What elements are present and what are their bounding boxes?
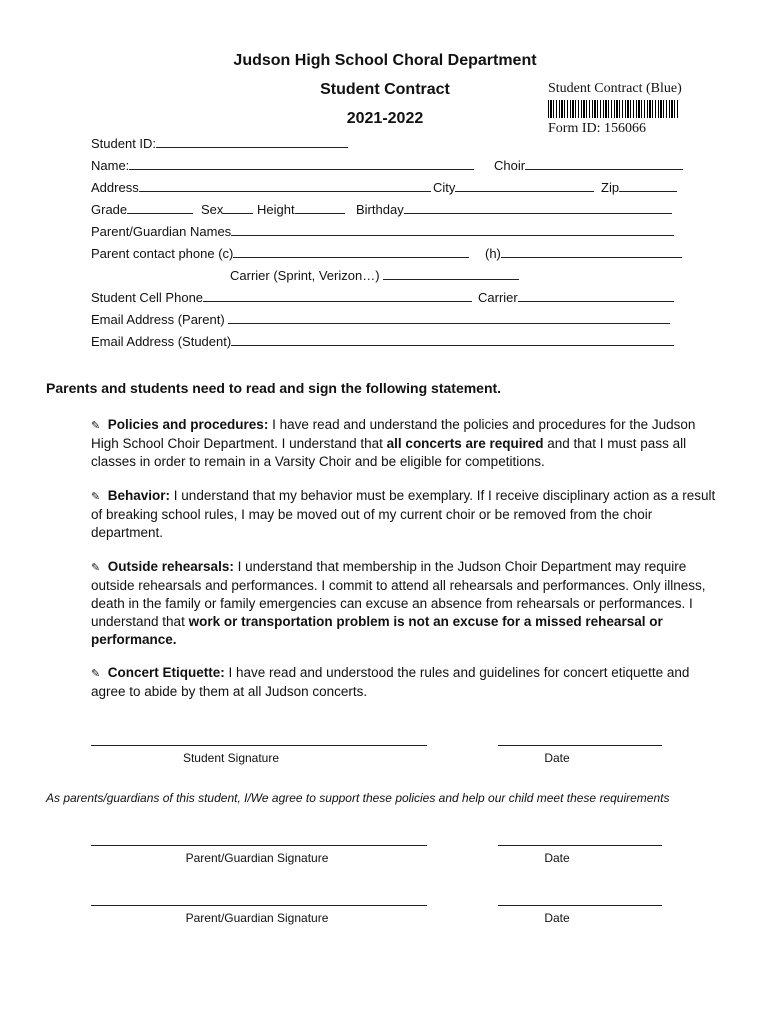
student-cell-field[interactable]	[91, 289, 472, 305]
parent-date-line-1[interactable]	[498, 845, 662, 846]
parent-carrier-field[interactable]	[230, 267, 519, 283]
student-signature-line[interactable]	[91, 745, 427, 746]
student-id-field[interactable]	[91, 135, 348, 151]
behavior-heading: Behavior:	[107, 488, 171, 503]
statement-heading: Parents and students need to read and sign the following statement.	[46, 380, 502, 396]
birthday-field[interactable]	[356, 201, 672, 217]
sex-field[interactable]	[201, 201, 253, 217]
policies-heading: Policies and procedures:	[107, 417, 269, 432]
grade-label: Grade	[91, 202, 128, 217]
student-signature-caption: Student Signature	[182, 751, 280, 765]
student-date-line[interactable]	[498, 745, 662, 746]
parent-phone-home-field[interactable]	[485, 245, 682, 261]
choir-label: Choir	[494, 158, 526, 173]
grade-field[interactable]	[91, 201, 193, 217]
student-carrier-field[interactable]	[478, 289, 674, 305]
zip-field[interactable]	[601, 179, 677, 195]
pencil-icon: ✎	[91, 491, 101, 503]
parent-carrier-label: Carrier (Sprint, Verizon…)	[230, 268, 380, 283]
pencil-icon: ✎	[91, 668, 101, 680]
outside-rehearsals-heading: Outside rehearsals:	[107, 559, 234, 574]
barcode-icon	[548, 100, 680, 118]
parent-date-caption-1: Date	[544, 851, 570, 865]
zip-label: Zip	[601, 180, 620, 195]
parent-phone-cell-label: Parent contact phone (c)	[91, 246, 234, 261]
concert-etiquette-paragraph: ✎ Concert Etiquette: I have read and understood the rules and guidelines for concert etiquette and agree to abide by them at all Judson concerts.	[91, 665, 690, 699]
parents-agreement-statement: As parents/guardians of this student, I/We agree to support these policies and help our child meet these requirements	[46, 791, 670, 805]
page-subtitle: Student Contract	[320, 81, 450, 98]
height-label: Height	[257, 202, 295, 217]
email-parent-label: Email Address (Parent)	[91, 312, 225, 327]
parent-date-caption-2: Date	[544, 911, 570, 925]
parent-names-field[interactable]	[91, 223, 674, 239]
student-carrier-label: Carrier	[478, 290, 518, 305]
pencil-icon: ✎	[91, 420, 101, 432]
contract-type-stamp: Student Contract (Blue)	[548, 81, 682, 96]
choir-field[interactable]	[494, 157, 683, 173]
concert-etiquette-heading: Concert Etiquette:	[107, 665, 225, 680]
page-title: Judson High School Choral Department	[233, 52, 537, 69]
school-year: 2021-2022	[346, 110, 424, 127]
name-field[interactable]	[91, 157, 474, 173]
parent-date-line-2[interactable]	[498, 905, 662, 906]
parent-phone-cell-field[interactable]	[91, 245, 469, 261]
parent-signature-caption-1: Parent/Guardian Signature	[185, 851, 329, 865]
student-date-caption: Date	[544, 751, 570, 765]
policies-paragraph: ✎ Policies and procedures: I have read and understand the policies and procedures for the Judson High School Choir Department. I understand that all concerts are required and that I must pass all classes in order to remain in a Varsity Choir and be eligible for competitions.	[91, 417, 696, 469]
parent-names-label: Parent/Guardian Names	[91, 224, 232, 239]
name-label: Name:	[91, 158, 130, 173]
sex-label: Sex	[201, 202, 224, 217]
student-id-label: Student ID:	[91, 136, 157, 151]
parent-signature-line-2[interactable]	[91, 905, 427, 906]
city-label: City	[433, 180, 456, 195]
address-field[interactable]	[91, 179, 431, 195]
behavior-paragraph: ✎ Behavior: I understand that my behavior must be exemplary. If I receive disciplinary action as a result of breaking school rules, I may be moved out of my current choir or be removed from the choir department.	[91, 488, 716, 540]
student-cell-label: Student Cell Phone	[91, 290, 204, 305]
form-id: Form ID: 156066	[548, 121, 646, 136]
email-student-label: Email Address (Student)	[91, 334, 232, 349]
parent-signature-caption-2: Parent/Guardian Signature	[185, 911, 329, 925]
email-student-field[interactable]	[91, 333, 674, 349]
email-parent-field[interactable]	[91, 311, 670, 327]
birthday-label: Birthday	[356, 202, 404, 217]
parent-signature-line-1[interactable]	[91, 845, 427, 846]
outside-rehearsals-paragraph: ✎ Outside rehearsals: I understand that membership in the Judson Choir Department may require outside rehearsals and performances. I commit to attend all rehearsals and performances. Only illness, death in the family or family emergencies can excuse an absence from rehearsals or performances. I understand that work or transportation problem is not an excuse for a missed rehearsal or performance.	[91, 559, 706, 647]
city-field[interactable]	[433, 179, 594, 195]
parent-phone-home-label: (h)	[485, 246, 501, 261]
height-field[interactable]	[257, 201, 345, 217]
address-label: Address	[91, 180, 139, 195]
pencil-icon: ✎	[91, 562, 101, 574]
